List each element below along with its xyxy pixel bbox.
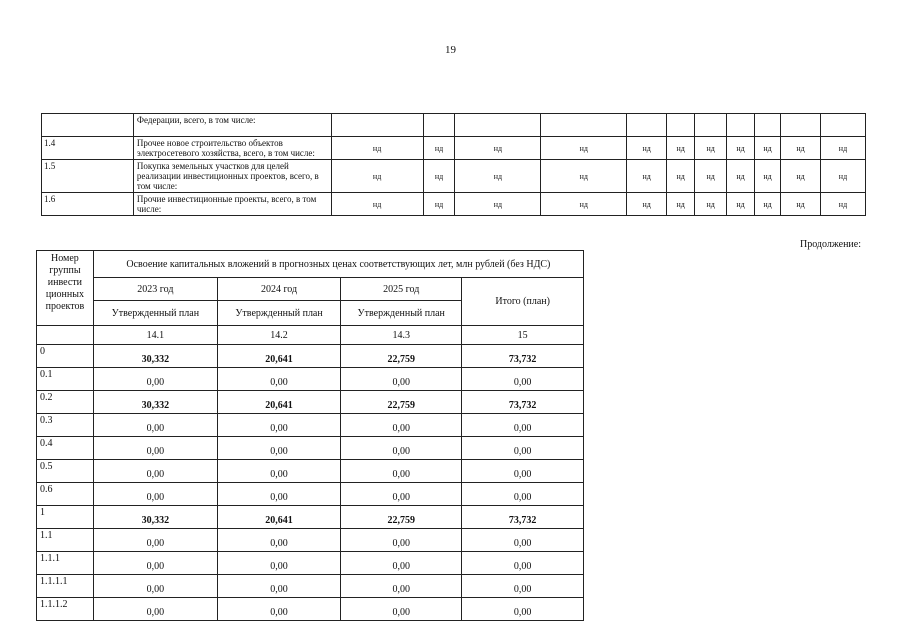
value-cell: нд [820, 160, 865, 193]
value-cell [755, 114, 781, 137]
group-number-cell: 0.1 [37, 368, 94, 391]
value-cell: нд [695, 137, 727, 160]
value-cell: 0,00 [93, 483, 217, 506]
value-cell: 0,00 [93, 368, 217, 391]
value-cell: 0,00 [341, 598, 462, 621]
value-cell: 20,641 [217, 506, 340, 529]
group-number-cell: 0.5 [37, 460, 94, 483]
value-cell: нд [455, 193, 541, 216]
value-cell: 0,00 [341, 437, 462, 460]
value-cell: нд [541, 193, 627, 216]
table-row [37, 460, 584, 483]
value-cell: нд [727, 160, 755, 193]
value-cell: нд [781, 160, 821, 193]
value-cell: 0,00 [217, 414, 340, 437]
value-cell: 0,00 [93, 437, 217, 460]
table-row [37, 483, 584, 506]
value-cell: 0,00 [217, 460, 340, 483]
index-cell: 14.2 [217, 326, 340, 345]
plan-header-2023: Утвержденный план [93, 301, 217, 326]
value-cell: нд [781, 193, 821, 216]
value-cell: нд [727, 137, 755, 160]
value-cell: нд [627, 193, 667, 216]
value-cell: 0,00 [93, 598, 217, 621]
page-number: 19 [445, 44, 456, 56]
value-cell: 0,00 [341, 414, 462, 437]
row-number-cell: 1.5 [42, 160, 134, 193]
value-cell: 0,00 [462, 552, 584, 575]
total-plan-header: Итого (план) [462, 278, 584, 326]
value-cell: 0,00 [341, 368, 462, 391]
value-cell: 0,00 [93, 414, 217, 437]
row-name-cell: Покупка земельных участков для целей реализации инвестиционных проектов, всего, в том числе: [133, 160, 331, 193]
value-cell: нд [781, 137, 821, 160]
value-cell: 0,00 [341, 529, 462, 552]
table-row [37, 575, 584, 598]
value-cell: 0,00 [217, 575, 340, 598]
plan-header-2025: Утвержденный план [341, 301, 462, 326]
plan-header-2024: Утвержденный план [217, 301, 340, 326]
value-cell: 0,00 [462, 575, 584, 598]
value-cell: 30,332 [93, 345, 217, 368]
year-header-2023: 2023 год [93, 278, 217, 301]
group-number-cell: 1 [37, 506, 94, 529]
value-cell: нд [541, 137, 627, 160]
value-cell: 0,00 [217, 529, 340, 552]
value-cell [781, 114, 821, 137]
row-number-cell [42, 114, 134, 137]
table-row [37, 506, 584, 529]
value-cell [455, 114, 541, 137]
value-cell: 0,00 [341, 575, 462, 598]
table-row [37, 391, 584, 414]
value-cell [820, 114, 865, 137]
value-cell: нд [755, 137, 781, 160]
value-cell [541, 114, 627, 137]
value-cell [331, 114, 423, 137]
value-cell: 20,641 [217, 391, 340, 414]
value-cell: 0,00 [341, 552, 462, 575]
value-cell: 0,00 [217, 598, 340, 621]
value-cell: 0,00 [217, 437, 340, 460]
value-cell: нд [331, 193, 423, 216]
value-cell [423, 114, 455, 137]
value-cell: нд [667, 160, 695, 193]
table-row [37, 437, 584, 460]
value-cell: нд [455, 160, 541, 193]
value-cell: 30,332 [93, 391, 217, 414]
value-cell: 0,00 [341, 483, 462, 506]
table-row [42, 193, 866, 216]
index-cell-empty [37, 326, 94, 345]
value-cell: нд [820, 193, 865, 216]
value-cell: 0,00 [462, 529, 584, 552]
table-row [37, 552, 584, 575]
value-cell: нд [331, 160, 423, 193]
group-number-header: Номер группы инвести ционных проектов [37, 251, 94, 326]
capex-span-header: Освоение капитальных вложений в прогнозных ценах соответствующих лет, млн рублей (без НДС) [93, 251, 583, 278]
value-cell: 0,00 [341, 460, 462, 483]
value-cell: нд [695, 193, 727, 216]
value-cell: нд [695, 160, 727, 193]
value-cell: 0,00 [462, 414, 584, 437]
value-cell: 22,759 [341, 391, 462, 414]
value-cell [627, 114, 667, 137]
value-cell: 22,759 [341, 345, 462, 368]
value-cell: 73,732 [462, 506, 584, 529]
value-cell: нд [727, 193, 755, 216]
value-cell: 20,641 [217, 345, 340, 368]
table-row [37, 414, 584, 437]
main-table [36, 250, 584, 621]
year-header-2024: 2024 год [217, 278, 340, 301]
table-row [37, 345, 584, 368]
table-row [37, 529, 584, 552]
value-cell: 0,00 [462, 598, 584, 621]
index-cell: 14.3 [341, 326, 462, 345]
value-cell: 0,00 [93, 552, 217, 575]
value-cell: 0,00 [93, 529, 217, 552]
value-cell: нд [423, 137, 455, 160]
row-name-cell: Федерации, всего, в том числе: [133, 114, 331, 137]
group-number-cell: 0.3 [37, 414, 94, 437]
group-number-cell: 0.4 [37, 437, 94, 460]
value-cell: 0,00 [93, 460, 217, 483]
continuation-label: Продолжение: [799, 239, 861, 250]
value-cell: 30,332 [93, 506, 217, 529]
value-cell: 73,732 [462, 345, 584, 368]
group-number-cell: 1.1.1.2 [37, 598, 94, 621]
table-row [42, 137, 866, 160]
value-cell: нд [627, 160, 667, 193]
index-cell: 14.1 [93, 326, 217, 345]
value-cell: 22,759 [341, 506, 462, 529]
top-table [41, 113, 866, 216]
row-number-cell: 1.4 [42, 137, 134, 160]
value-cell: нд [820, 137, 865, 160]
value-cell [667, 114, 695, 137]
row-name-cell: Прочие инвестиционные проекты, всего, в том числе: [133, 193, 331, 216]
value-cell: 0,00 [217, 368, 340, 391]
table-row [42, 160, 866, 193]
table-row [37, 368, 584, 391]
group-number-cell: 1.1 [37, 529, 94, 552]
group-number-cell: 0.6 [37, 483, 94, 506]
value-cell: нд [423, 160, 455, 193]
value-cell: нд [627, 137, 667, 160]
value-cell: 0,00 [217, 483, 340, 506]
value-cell [727, 114, 755, 137]
group-number-cell: 1.1.1.1 [37, 575, 94, 598]
value-cell: 0,00 [462, 460, 584, 483]
group-number-cell: 0.2 [37, 391, 94, 414]
value-cell: нд [755, 193, 781, 216]
value-cell: нд [667, 137, 695, 160]
group-number-cell: 0 [37, 345, 94, 368]
value-cell: 0,00 [462, 483, 584, 506]
value-cell: нд [667, 193, 695, 216]
table-row [37, 598, 584, 621]
value-cell: 73,732 [462, 391, 584, 414]
row-name-cell: Прочее новое строительство объектов электросетевого хозяйства, всего, в том числе: [133, 137, 331, 160]
value-cell: 0,00 [93, 575, 217, 598]
value-cell [695, 114, 727, 137]
value-cell: нд [755, 160, 781, 193]
table-row [42, 114, 866, 137]
index-cell: 15 [462, 326, 584, 345]
value-cell: нд [423, 193, 455, 216]
value-cell: нд [455, 137, 541, 160]
row-number-cell: 1.6 [42, 193, 134, 216]
group-number-cell: 1.1.1 [37, 552, 94, 575]
value-cell: нд [541, 160, 627, 193]
value-cell: 0,00 [462, 368, 584, 391]
value-cell: нд [331, 137, 423, 160]
value-cell: 0,00 [462, 437, 584, 460]
value-cell: 0,00 [217, 552, 340, 575]
year-header-2025: 2025 год [341, 278, 462, 301]
